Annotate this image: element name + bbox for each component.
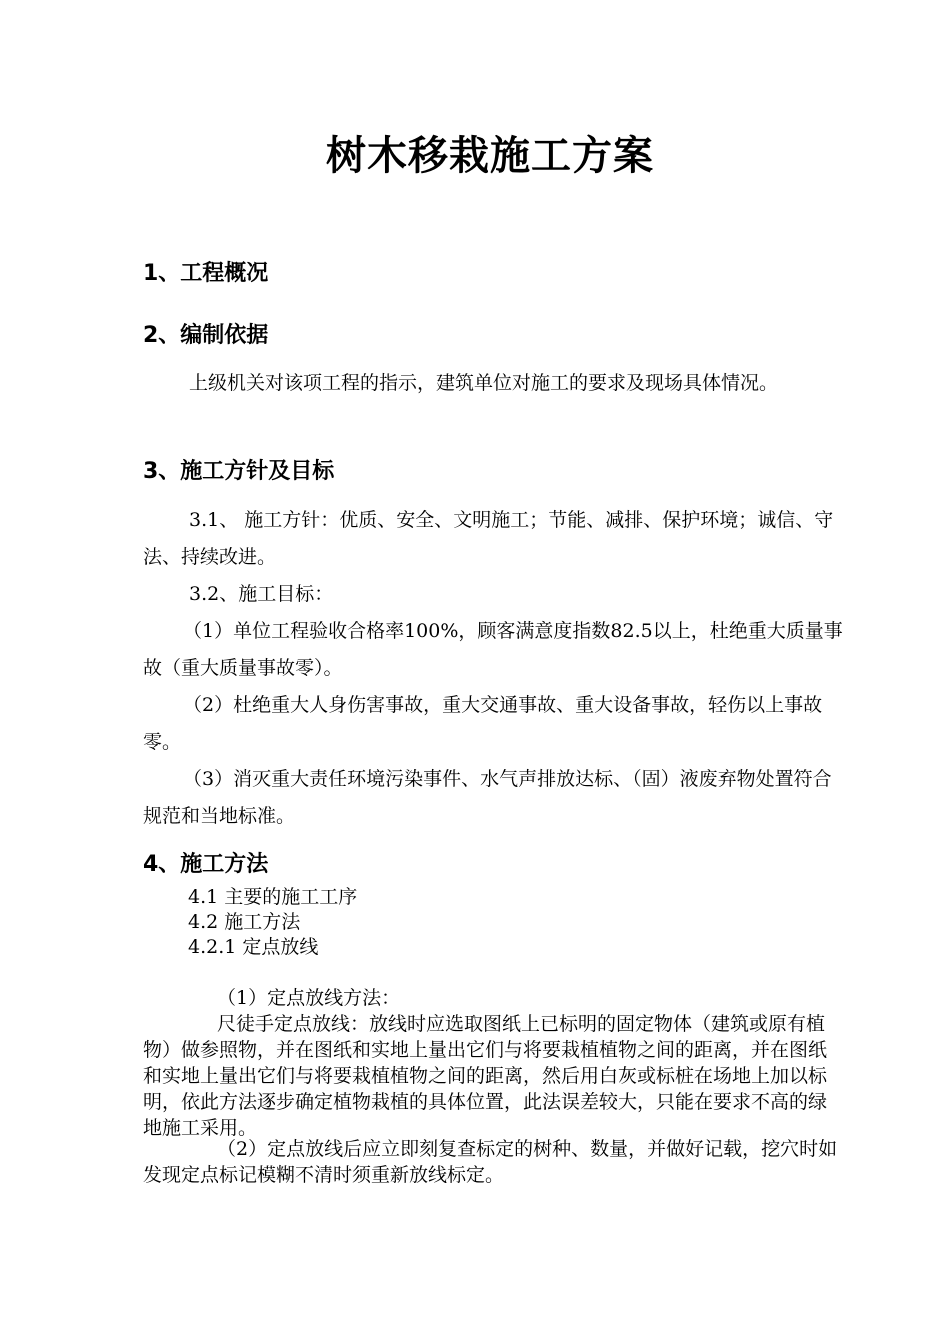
paragraph-recheck xyxy=(143,1136,843,1188)
paragraph-basis-text: 上级机关对该项工程的指示，建筑单位对施工的要求及现场具体情况。 xyxy=(189,372,779,394)
paragraph-method-heading-text: （1）定点放线方法： xyxy=(217,987,401,1009)
paragraph-goal-2-text: （2）杜绝重大人身伤害事故，重大交通事故、重大设备事故，轻伤以上事故零。 xyxy=(143,694,823,753)
subheading-4-1: 4.1 主要的施工工序 xyxy=(188,886,358,908)
paragraph-method-body xyxy=(143,1011,843,1141)
document-title: 树木移栽施工方案 xyxy=(326,133,654,179)
paragraph-method-heading xyxy=(143,985,843,1011)
paragraph-goal-2 xyxy=(143,687,843,761)
paragraph-goal-1-text: （1）单位工程验收合格率100%，顾客满意度指数82.5以上，杜绝重大质量事故（重大质量事故零）。 xyxy=(143,620,843,679)
paragraph-policy-text: 3.1、 施工方针：优质、安全、文明施工；节能、减排、保护环境；诚信、守法、持续改进。 xyxy=(143,509,834,568)
paragraph-policy xyxy=(143,502,843,576)
section-heading-2: 2、编制依据 xyxy=(143,323,269,348)
paragraph-basis xyxy=(143,365,843,402)
section-heading-3: 3、施工方针及目标 xyxy=(143,459,335,484)
subheading-4-2-1: 4.2.1 定点放线 xyxy=(188,936,319,958)
paragraph-goal-3 xyxy=(143,761,843,835)
paragraph-method-body-text: 尺徒手定点放线：放线时应选取图纸上已标明的固定物体（建筑或原有植物）做参照物，并在图纸和实地上量出它们与将要栽植植物之间的距离，并在图纸和实地上量出它们与将要栽植植物之间的距离，然后用白灰或标桩在场地上加以标明，依此方法逐步确定植物栽植的具体位置，此法误差较大，只能在要求不高的绿地施工采用。 xyxy=(143,1013,828,1139)
subheading-4-2: 4.2 施工方法 xyxy=(188,911,301,933)
paragraph-goal-1 xyxy=(143,613,843,687)
paragraph-goal-heading-text: 3.2、施工目标： xyxy=(189,583,334,605)
paragraph-recheck-text: （2）定点放线后应立即刻复查标定的树种、数量，并做好记载，挖穴时如发现定点标记模糊不清时须重新放线标定。 xyxy=(143,1138,838,1186)
section-heading-1: 1、工程概况 xyxy=(143,261,269,286)
paragraph-goal-3-text: （3）消灭重大责任环境污染事件、水气声排放达标、（固）液废弃物处置符合规范和当地标准。 xyxy=(143,768,832,827)
section-heading-4: 4、施工方法 xyxy=(143,852,269,877)
paragraph-goal-heading xyxy=(143,576,843,613)
